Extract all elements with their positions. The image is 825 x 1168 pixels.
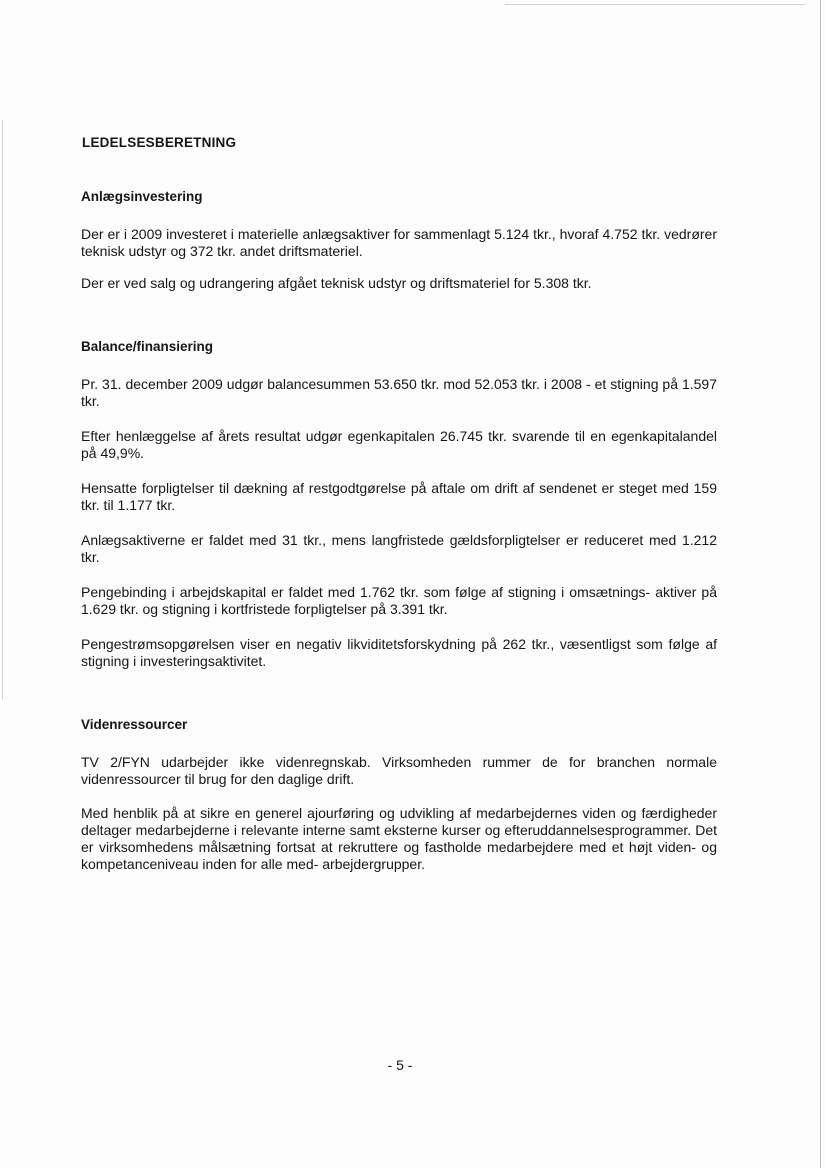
paragraph: TV 2/FYN udarbejder ikke videnregnskab. Virksomheden rummer de for branchen normale videnressourcer til brug for den daglige drift. [81,754,717,787]
paragraph: Pr. 31. december 2009 udgør balancesummen 53.650 tkr. mod 52.053 tkr. i 2008 - et stigning på 1.597 tkr. [81,376,717,409]
paragraph: Pengebinding i arbejdskapital er faldet med 1.762 tkr. som følge af stigning i omsætnings- aktiver på 1.629 tkr. og stigning i kortfristede forpligtelser på 3.391 tkr. [81,584,717,617]
scan-edge-right [820,0,821,1168]
page-title: LEDELSESBERETNING [82,135,237,150]
section-heading-balance-finansiering: Balance/finansiering [81,339,214,354]
scan-edge-top [505,4,805,5]
page-number: - 5 - [387,1057,413,1073]
paragraph: Hensatte forpligtelser til dækning af restgodtgørelse på aftale om drift af sendenet er steget med 159 tkr. til 1.177 tkr. [81,480,717,513]
section-heading-videnressourcer: Videnressourcer [81,717,188,732]
paragraph: Der er i 2009 investeret i materielle anlægsaktiver for sammenlagt 5.124 tkr., hvoraf 4.752 tkr. vedrører teknisk udstyr og 372 tkr. andet driftsmateriel. [81,226,717,259]
scan-edge-left [2,120,3,700]
paragraph: Efter henlæggelse af årets resultat udgør egenkapitalen 26.745 tkr. svarende til en egenkapitalandel på 49,9%. [81,428,717,461]
paragraph: Der er ved salg og udrangering afgået teknisk udstyr og driftsmateriel for 5.308 tkr. [81,275,592,291]
paragraph: Med henblik på at sikre en generel ajourføring og udvikling af medarbejdernes viden og færdigheder deltager medarbejderne i relevante interne samt eksterne kurser og efteruddannelsesprogrammer. Det er virksomhedens målsætning fortsat at rekruttere og fastholde medarbejdere med et højt viden- og kompetanceniveau inden for alle med- arbejdergrupper. [81,805,717,872]
report-body [81,135,717,873]
paragraph: Anlægsaktiverne er faldet med 31 tkr., mens langfristede gældsforpligtelser er reduceret med 1.212 tkr. [81,532,717,565]
paragraph: Pengestrømsopgørelsen viser en negativ likviditetsforskydning på 262 tkr., væsentligst som følge af stigning i investeringsaktivitet. [81,636,717,669]
section-heading-anlaegsinvestering: Anlægsinvestering [81,189,203,204]
